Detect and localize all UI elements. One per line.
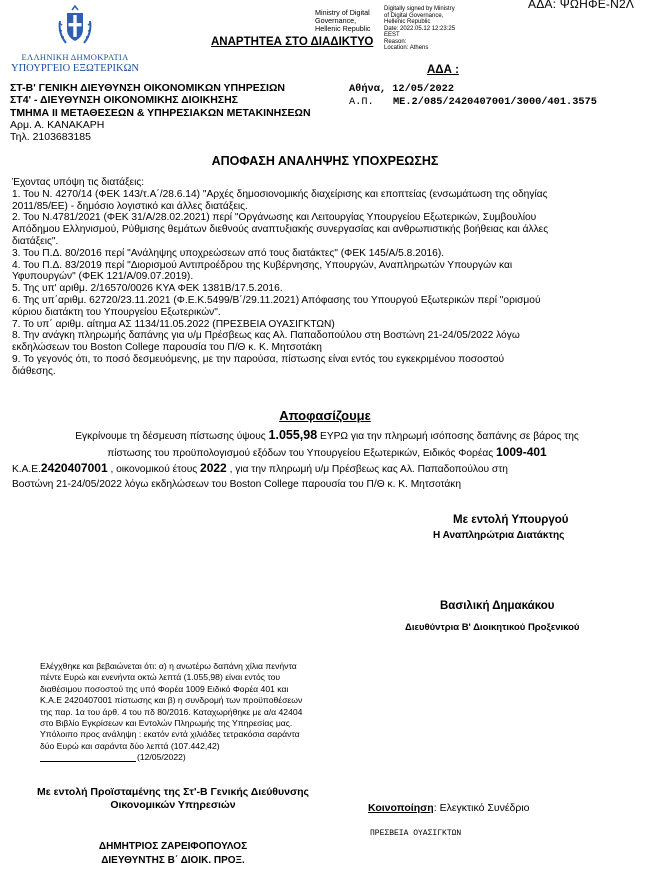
protocol-label: Α.Π. bbox=[349, 96, 374, 108]
ada-field-label: ΑΔΑ : bbox=[427, 64, 459, 76]
verification-signature-line bbox=[40, 761, 136, 762]
special-body-code: 1009-401 bbox=[496, 444, 547, 459]
protocol-number: ΜΕ.2/085/2420407001/3000/401.3575 bbox=[393, 96, 597, 108]
signatory-role: Διευθύντρια Β' Διοικητικού Προξενικού bbox=[405, 622, 580, 633]
issuing-department: ΣΤ-Β' ΓΕΝΙΚΗ ΔΙΕΥΘΥΝΣΗ ΟΙΚΟΝΟΜΙΚΩΝ ΥΠΗΡΕΣΙΩΝ ΣΤ4' - ΔΙΕΥΘΥΝΣΗ ΟΙΚΟΝΟΜΙΚΗΣ ΔΙΟΙΚΗΣΗΣ ΤΜΗΜΑ ΙΙ ΜΕΤΑΘΕΣΕΩΝ & ΥΠΗΡΕΣΙΑΚΩΝ ΜΕΤΑΚΙΝΗΣΕΩΝ Αρμ. Α. ΚΑΝΑΚΑΡΗ Τηλ. 2103683185 bbox=[10, 82, 311, 144]
digital-signature-org: Ministry of Digital Governance, Hellenic Republic bbox=[315, 8, 371, 34]
decision-text: Εγκρίνουμε τη δέσμευση πίστωσης ύψους 1.055,98 ΕΥΡΩ για την πληρωμή ισόποσης δαπάνης σε βάρος της πίστωσης του προϋπολογισμού εξόδων του Υπουργείου Εξωτερικών, Ειδικός Φορέας 1009-401 Κ.Α.Ε.2420407001 , οικονομικού έτους 2022 , για την πληρωμή υ/μ Πρέσβεως κας Αλ. Παπαδοπούλου στη Βοστώνη 21-24/05/2022 λόγω εκδηλώσεων του Boston College παρουσία του Π/Θ κ. Κ. Μητσοτάκη bbox=[12, 428, 579, 490]
fiscal-year: 2022 bbox=[200, 461, 227, 476]
director-signature bbox=[0, 840, 346, 868]
deputy-title: Η Αναπληρώτρια Διατάκτης bbox=[433, 530, 565, 541]
amount-value: 1.055,98 bbox=[268, 428, 318, 442]
logo-republic-text: ΕΛΛΗΝΙΚΗ ΔΗΜΟΚΡΑΤΙΑ bbox=[21, 52, 129, 62]
embassy-recipient: ΠΡΕΣΒΕΙΑ ΟΥΑΣΙΓΚΤΩΝ bbox=[370, 829, 462, 838]
director-role: ΔΙΕΥΘΥΝΤΗΣ Β΄ ΔΙΟΙΚ. ΠΡΟΞ. bbox=[101, 855, 245, 866]
considering-label: Έχοντας υπόψη τις διατάξεις: bbox=[12, 177, 145, 188]
minister-order: Με εντολή Υπουργού bbox=[453, 514, 569, 526]
posted-online-label: ΑΝΑΡΤΗΤΕΑ ΣΤΟ ΔΙΑΔΙΚΤΥΟ bbox=[211, 36, 374, 48]
digital-signature-details: Digitally signed by Ministry of Digital Governance, Hellenic Republic Date: 2022.05.12 12:23:25 EEST Reason: Location: Athens bbox=[384, 6, 456, 51]
signatory-name: Βασιλική Δημακάκου bbox=[440, 600, 555, 612]
verification-note: Ελέγχθηκε και βεβαιώνεται ότι: α) η ανωτέρω δαπάνη χίλια πενήντα πέντε Ευρώ και ενενήντα οκτώ λεπτά (1.055,98) είναι εντός του διαθέσιμου ποσοστού της υπό Φορέα 1009 Ειδικό Φορέα 401 και Κ.Α.Ε 2420407001 πίστωσης και β) η συνδρομή των προϋποθέσεων της παρ. 1α του άρθ. 4 του πδ 80/2016. Καταχωρήθηκε με α/α 42404 στο Βιβλίο Εγκρίσεων και Εντολών Πληρωμής της Υπηρεσίας μας. Υπόλοιπο προς ανάληψη : εκατόν εντά χιλιάδες τετρακόσια σαράντα δύο Ευρώ και σαράντα δύο λεπτά (107.442,42) bbox=[40, 661, 303, 751]
kae-code: 2420407001 bbox=[40, 461, 108, 476]
page-title: ΑΠΟΦΑΣΗ ΑΝΑΛΗΨΗΣ ΥΠΟΧΡΕΩΣΗΣ bbox=[211, 154, 439, 168]
place-date: Αθήνα, 12/05/2022 bbox=[349, 83, 455, 95]
ministry-logo bbox=[0, 0, 150, 80]
general-directorate-order: Με εντολή Προϊσταμένης της Στ'-Β Γενικής Διεύθυνσης Οικονομικών Υπηρεσιών bbox=[36, 786, 309, 811]
ada-header: ΑΔΑ: ΨΩΗΦΕ-Ν2Λ bbox=[528, 0, 635, 11]
verification-date: (12/05/2022) bbox=[137, 752, 186, 762]
director-name: ΔΗΜΗΤΡΙΟΣ ΖΑΡΕΙΦΟΠΟΥΛΟΣ bbox=[98, 841, 248, 852]
logo-ministry-text: ΥΠΟΥΡΓΕΙΟ ΕΞΩΤΕΡΙΚΩΝ bbox=[11, 63, 139, 74]
provisions-list: Έχοντας υπόψη τις διατάξεις: 1. Του Ν. 4270/14 (ΦΕΚ 143/τ.Α΄/28.6.14) "Αρχές δημοσιονομικής διαχείρισης και εποπτείας (ενσωμάτωση της οδηγίας 2011/85/ΕΕ) - δημόσιο λογιστικό και άλλες διατάξεις. 2. Του Ν.4781/2021 (ΦΕΚ 31/Α/28.02.2021) περί "Οργάνωσης και Λειτουργίας Υπουργείου Εξωτερικών, Συμβουλίου Απόδημου Ελληνισμού, Ρύθμισης θεμάτων διεθνούς αναπτυξιακής συνεργασίας και ανθρωπιστικής βοήθειας και άλλες διατάξεις". 3. Του Π.Δ. 80/2016 περί "Ανάληψης υποχρεώσεων από τους διατάκτες" (ΦΕΚ 145/Α/5.8.2016). 4. Του Π.Δ. 83/2019 περί "Διορισμού Αντιπροέδρου της Κυβέρνησης, Υπουργών, Αναπληρωτών Υπουργών και Υφυπουργών" (ΦΕΚ 121/Α/09.07.2019). 5. Της υπ' αριθμ. 2/16570/0026 ΚΥΑ ΦΕΚ 1381Β/17.5.2016. 6. Της υπ΄αριθμ. 62720/23.11.2021 (Φ.Ε.Κ.5499/Β΄/29.11.2021) Απόφασης του Υπουργού Εξωτερικών περί "ορισμού κύριου διατάκτη του Υπουργείου Εξωτερικών". 7. Το υπ΄ αριθμ. αίτημα ΑΣ 1134/11.05.2022 (ΠΡΕΣΒΕΙΑ ΟΥΑΣΙΓΚΤΩΝ) 8. Την ανάγκη πληρωμής δαπάνης για υ/μ Πρέσβεως κας Αλ. Παπαδοπούλου στη Βοστώνη 21-24/05/2022 λόγω εκδηλώσεων του Boston College παρουσία του Π/Θ κ. Κ. Μητσοτάκη 9. Το γεγονός ότι, το ποσό δεσμευόμενης, με την παρούσα, πίστωσης είναι εντός του εγκεκριμένου ποσοστού διάθεσης. bbox=[12, 177, 648, 378]
decision-heading: Αποφασίζουμε bbox=[279, 408, 371, 423]
notification: Κοινοποίηση: Ελεγκτικό Συνέδριο bbox=[368, 802, 530, 814]
greek-coat-of-arms-icon bbox=[56, 3, 94, 49]
